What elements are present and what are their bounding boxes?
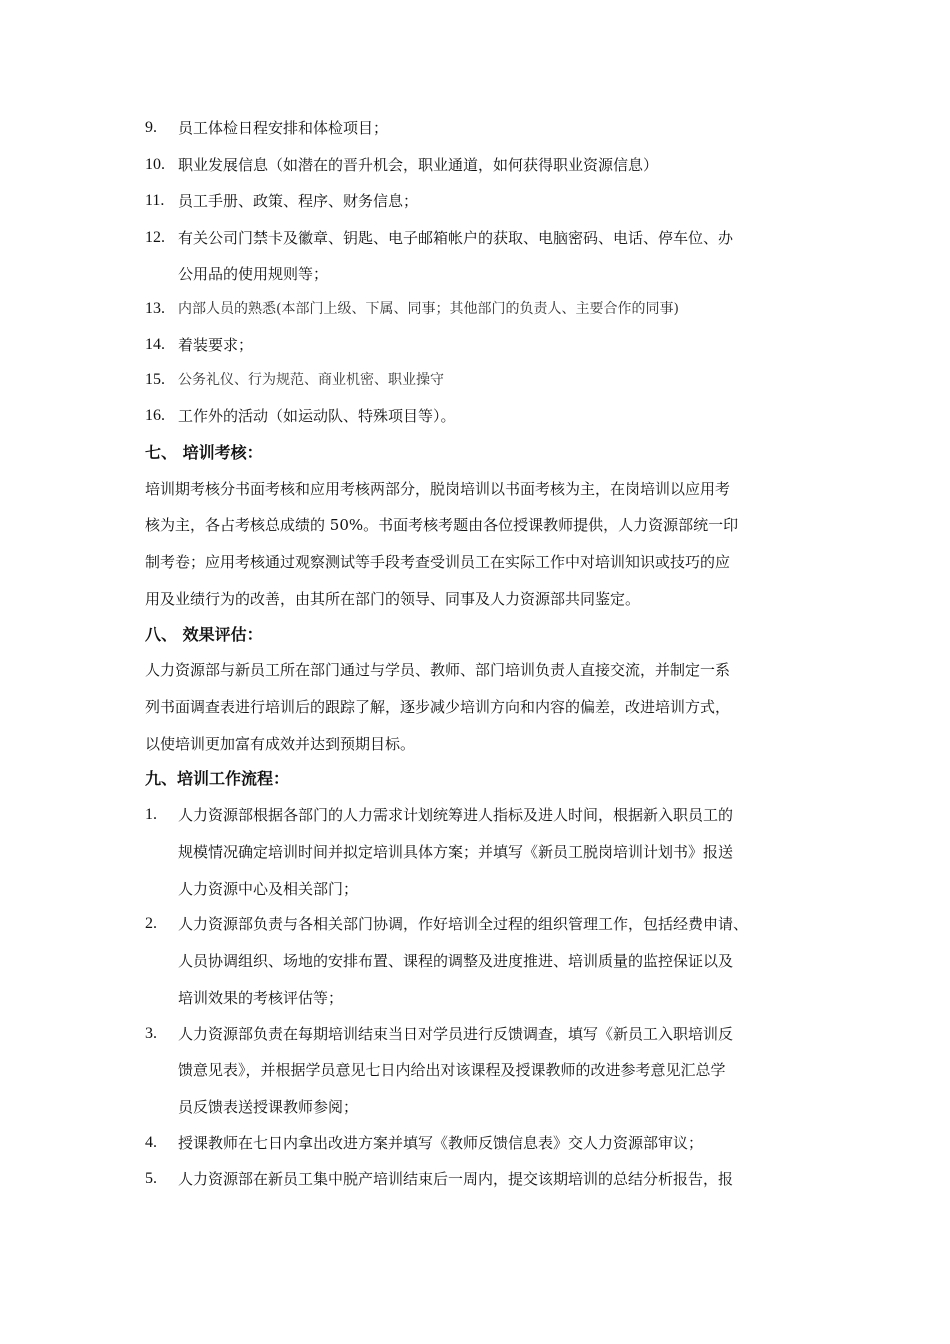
list-item-text: 公务礼仪、行为规范、商业机密、职业操守: [178, 372, 444, 388]
list-item-text: 人力资源部根据各部门的人力需求计划统筹进人指标及进人时间，根据新入职员工的: [178, 806, 734, 824]
paragraph-line: 以使培训更加富有成效并达到预期目标。: [145, 735, 416, 753]
list-number: 15.: [145, 371, 165, 388]
section-heading-assessment: 七、 培训考核：: [145, 443, 263, 462]
list-number: 12.: [145, 229, 165, 246]
list-item-text: 授课教师在七日内拿出改进方案并填写《教师反馈信息表》交人力资源部审议；: [178, 1134, 704, 1152]
list-number: 10.: [145, 156, 165, 173]
section-heading-evaluation: 八、 效果评估：: [145, 625, 263, 644]
list-number: 1.: [145, 806, 157, 823]
list-number: 2.: [145, 915, 157, 932]
list-item-text: 人力资源部在新员工集中脱产培训结束后一周内，提交该期培训的总结分析报告，报: [178, 1170, 734, 1188]
list-item-text: 有关公司门禁卡及徽章、钥匙、电子邮箱帐户的获取、电脑密码、电话、停车位、办: [178, 229, 734, 247]
list-item-text: 着装要求；: [178, 336, 254, 354]
list-number: 16.: [145, 407, 165, 424]
section-heading-workflow: 九、培训工作流程：: [145, 769, 290, 788]
list-item-text: 公用品的使用规则等；: [178, 265, 329, 283]
list-item-text: 工作外的活动（如运动队、特殊项目等）。: [178, 407, 456, 425]
list-item-text: 员反馈表送授课教师参阅；: [178, 1098, 359, 1116]
list-number: 13.: [145, 300, 165, 317]
list-item-text: 人员协调组织、场地的安排布置、课程的调整及进度推进、培训质量的监控保证以及: [178, 952, 734, 970]
list-number: 14.: [145, 336, 165, 353]
list-item-text: 人力资源中心及相关部门；: [178, 880, 359, 898]
list-item-text: 职业发展信息（如潜在的晋升机会，职业通道，如何获得职业资源信息）: [178, 156, 659, 174]
list-item-text: 馈意见表》，并根据学员意见七日内给出对该课程及授课教师的改进参考意见汇总学: [178, 1061, 726, 1079]
list-number: 3.: [145, 1025, 157, 1042]
list-number: 5.: [145, 1170, 157, 1187]
list-number: 11.: [145, 192, 165, 209]
paragraph-line: 制考卷；应用考核通过观察测试等手段考查受训员工在实际工作中对培训知识或技巧的应: [145, 553, 731, 571]
list-item-text: 人力资源部负责在每期培训结束当日对学员进行反馈调查，填写《新员工入职培训反: [178, 1025, 734, 1043]
list-item-text: 人力资源部负责与各相关部门协调，作好培训全过程的组织管理工作，包括经费申请、: [178, 915, 749, 933]
paragraph-line: 培训期考核分书面考核和应用考核两部分，脱岗培训以书面考核为主，在岗培训以应用考: [145, 480, 731, 498]
paragraph-line: 人力资源部与新员工所在部门通过与学员、教师、部门培训负责人直接交流，并制定一系: [145, 661, 731, 679]
list-item-text: 规模情况确定培训时间并拟定培训具体方案；并填写《新员工脱岗培训计划书》报送: [178, 843, 734, 861]
list-item-text: 员工手册、政策、程序、财务信息；: [178, 192, 419, 210]
list-item-text: 内部人员的熟悉(本部门上级、下属、同事；其他部门的负责人、主要合作的同事): [178, 301, 679, 317]
paragraph-line: 核为主，各占考核总成绩的 50%。书面考核考题由各位授课教师提供，人力资源部统一印: [145, 516, 739, 534]
list-item-text: 培训效果的考核评估等；: [178, 989, 344, 1007]
paragraph-line: 列书面调查表进行培训后的跟踪了解，逐步减少培训方向和内容的偏差，改进培训方式，: [145, 698, 731, 716]
list-item-text: 员工体检日程安排和体检项目；: [178, 119, 389, 137]
paragraph-line: 用及业绩行为的改善，由其所在部门的领导、同事及人力资源部共同鉴定。: [145, 590, 641, 608]
list-number: 4.: [145, 1134, 157, 1151]
list-number: 9.: [145, 119, 157, 136]
